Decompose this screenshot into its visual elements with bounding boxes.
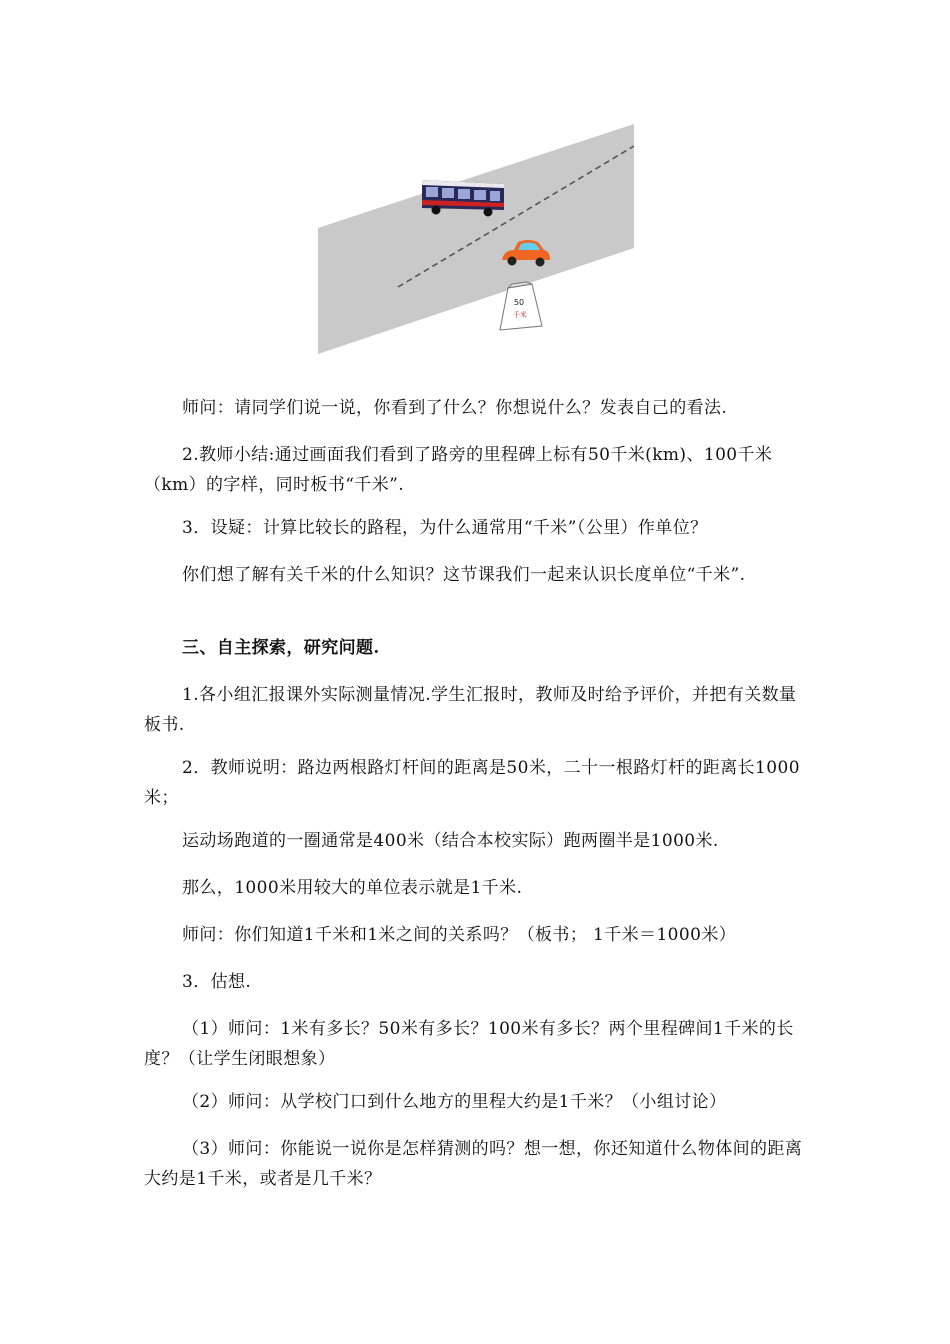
paragraph-teacher-summary: 2.教师小结:通过画面我们看到了路旁的里程碑上标有50千米(km)、100千米（km）的字样，同时板书“千米”.: [144, 445, 773, 495]
road-scene: [318, 124, 634, 354]
paragraph-intro-km: 你们想了解有关千米的什么知识？这节课我们一起来认识长度单位“千米”.: [182, 565, 746, 585]
paragraph-teacher-explain: 2．教师说明：路边两根路灯杆间的距离是50米，二十一根路灯杆的距离长1000米；: [144, 758, 800, 808]
paragraph-estimate: 3．估想.: [182, 972, 252, 992]
paragraph-teacher-question: 师问：请同学们说一说，你看到了什么？你想说什么？发表自己的看法.: [182, 398, 728, 418]
paragraph-track: 运动场跑道的一圈通常是400米（结合本校实际）跑两圈半是1000米.: [182, 831, 719, 851]
paragraph-q2: （2）师问：从学校门口到什么地方的里程大约是1千米？（小组讨论）: [182, 1092, 727, 1112]
paragraph-group-report: 1.各小组汇报课外实际测量情况.学生汇报时，教师及时给予评价，并把有关数量板书.: [144, 685, 797, 735]
road-illustration: [318, 124, 634, 354]
paragraph-q1: （1）师问：1米有多长？50米有多长？100米有多长？两个里程碑间1千米的长度？（让学生闭眼想象）: [144, 1019, 794, 1069]
milestone-unit: 千米: [513, 311, 527, 319]
paragraph-doubt: 3．设疑：计算比较长的路程，为什么通常用“千米”（公里）作单位？: [182, 518, 708, 538]
section-heading: 三、自主探索，研究问题.: [182, 638, 380, 658]
road-surface: [318, 124, 634, 354]
paragraph-relation: 师问：你们知道1千米和1米之间的关系吗？（板书； 1千米＝1000米）: [182, 925, 737, 945]
milestone-number: 50: [513, 298, 525, 307]
paragraph-q3: （3）师问：你能说一说你是怎样猜测的吗？想一想，你还知道什么物体间的距离大约是1千米，或者是几千米？: [144, 1139, 803, 1189]
paragraph-km-unit: 那么，1000米用较大的单位表示就是1千米.: [182, 878, 523, 898]
